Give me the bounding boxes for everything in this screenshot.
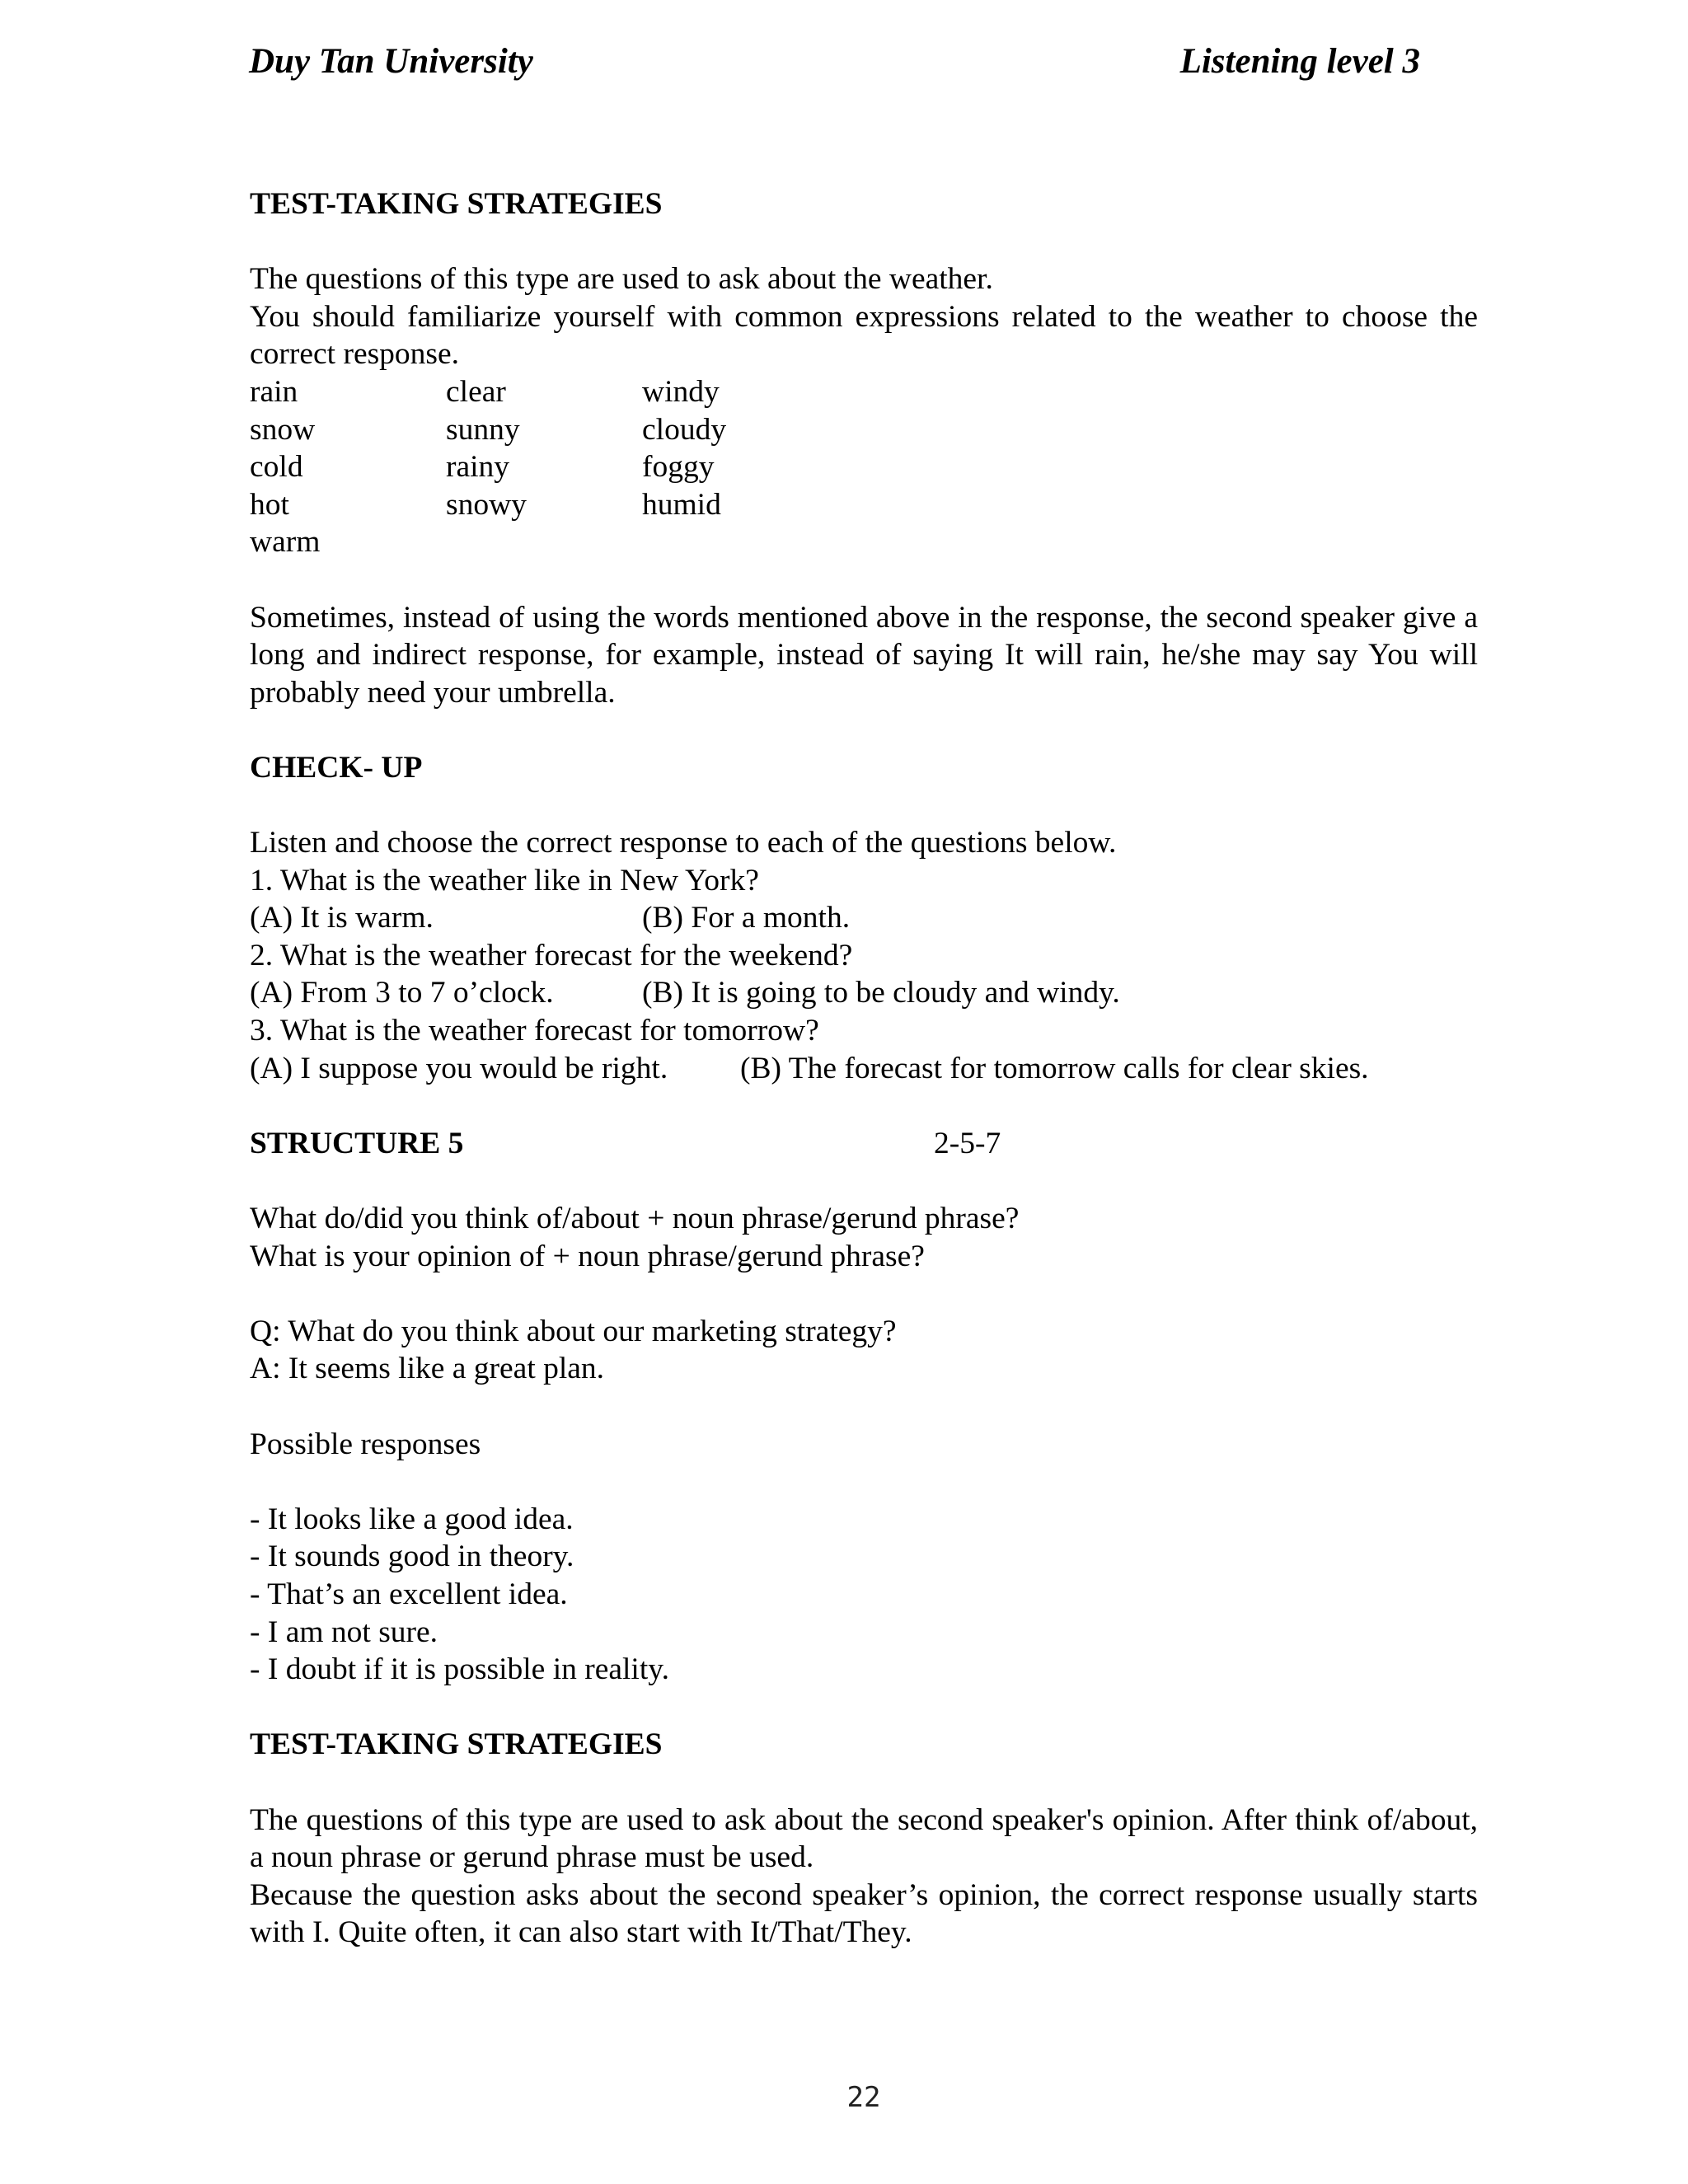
paragraph-weather-intro: The questions of this type are used to ask about the weather. <box>250 262 993 297</box>
answer-options-1 <box>250 899 1478 937</box>
vocab-row <box>250 486 1478 524</box>
list-item: - It sounds good in theory. <box>250 1540 574 1574</box>
page-number: 22 <box>846 2081 881 2114</box>
paragraph-response-start: Because the question asks about the second speaker’s opinion, the correct response usually starts with I. Quite often, it can also start with It/That/They. <box>250 1877 1478 1950</box>
vocab-word: clear <box>446 374 506 409</box>
paragraph-indirect-response: Sometimes, instead of using the words mentioned above in the response, the second speaker give a long and indirect response, for example, instead of saying It will rain, he/she may say You will probably need your umbrella. <box>250 600 1478 710</box>
weather-vocabulary-table <box>250 373 1478 561</box>
structure-title: STRUCTURE 5 <box>250 1126 464 1160</box>
vocab-word: cold <box>250 450 303 485</box>
structure-code: 2-5-7 <box>934 1126 1001 1160</box>
vocab-word: snow <box>250 412 316 447</box>
possible-responses-list <box>250 1501 1478 1689</box>
page-body <box>250 185 1478 1952</box>
question-1: 1. What is the weather like in New York? <box>250 863 759 898</box>
vocab-word: rainy <box>446 450 510 485</box>
option-a: (A) I suppose you would be right. <box>250 1051 668 1085</box>
option-b: (B) It is going to be cloudy and windy. <box>642 976 1120 1010</box>
section-heading-strategies: TEST-TAKING STRATEGIES <box>250 187 663 221</box>
vocab-word: hot <box>250 487 289 522</box>
option-b: (B) The forecast for tomorrow calls for clear skies. <box>740 1051 1369 1085</box>
structure-pattern-1: What do/did you think of/about + noun phrase/gerund phrase? <box>250 1202 1020 1236</box>
header-university: Duy Tan University <box>249 42 533 81</box>
list-item: - I doubt if it is possible in reality. <box>250 1652 669 1687</box>
checkup-instruction: Listen and choose the correct response to each of the questions below. <box>250 826 1117 860</box>
section-heading-checkup: CHECK- UP <box>250 750 423 785</box>
answer-options-3 <box>250 1050 1478 1088</box>
vocab-word: sunny <box>446 412 520 447</box>
vocab-word: warm <box>250 525 321 560</box>
possible-responses-label: Possible responses <box>250 1427 481 1461</box>
vocab-word: foggy <box>642 450 715 485</box>
list-item: - That’s an excellent idea. <box>250 1577 568 1611</box>
structure-pattern-2: What is your opinion of + noun phrase/gerund phrase? <box>250 1239 925 1273</box>
structure-heading <box>250 1125 1478 1163</box>
section-heading-strategies-2: TEST-TAKING STRATEGIES <box>250 1727 663 1762</box>
vocab-word: cloudy <box>642 412 727 447</box>
vocab-row <box>250 411 1478 449</box>
example-question: Q: What do you think about our marketing strategy? <box>250 1314 897 1348</box>
paragraph-opinion-questions: The questions of this type are used to ask about the second speaker's opinion. After think of/about, a noun phrase or gerund phrase must be used. <box>250 1802 1478 1875</box>
question-3: 3. What is the weather forecast for tomorrow? <box>250 1014 819 1048</box>
vocab-word: rain <box>250 374 298 409</box>
header-course-level: Listening level 3 <box>1179 42 1420 81</box>
vocab-row <box>250 523 1478 561</box>
vocab-word: snowy <box>446 487 527 522</box>
list-item: - I am not sure. <box>250 1615 438 1649</box>
option-b: (B) For a month. <box>642 901 851 935</box>
option-a: (A) From 3 to 7 o’clock. <box>250 976 554 1010</box>
vocab-row <box>250 448 1478 486</box>
answer-options-2 <box>250 974 1478 1012</box>
option-a: (A) It is warm. <box>250 901 434 935</box>
vocab-word: windy <box>642 374 720 409</box>
question-2: 2. What is the weather forecast for the weekend? <box>250 938 853 972</box>
example-answer: A: It seems like a great plan. <box>250 1352 605 1386</box>
vocab-word: humid <box>642 487 721 522</box>
paragraph-familiarize: You should familiarize yourself with common expressions related to the weather to choose the correct response. <box>250 299 1478 372</box>
list-item: - It looks like a good idea. <box>250 1502 574 1536</box>
vocab-row <box>250 373 1478 411</box>
